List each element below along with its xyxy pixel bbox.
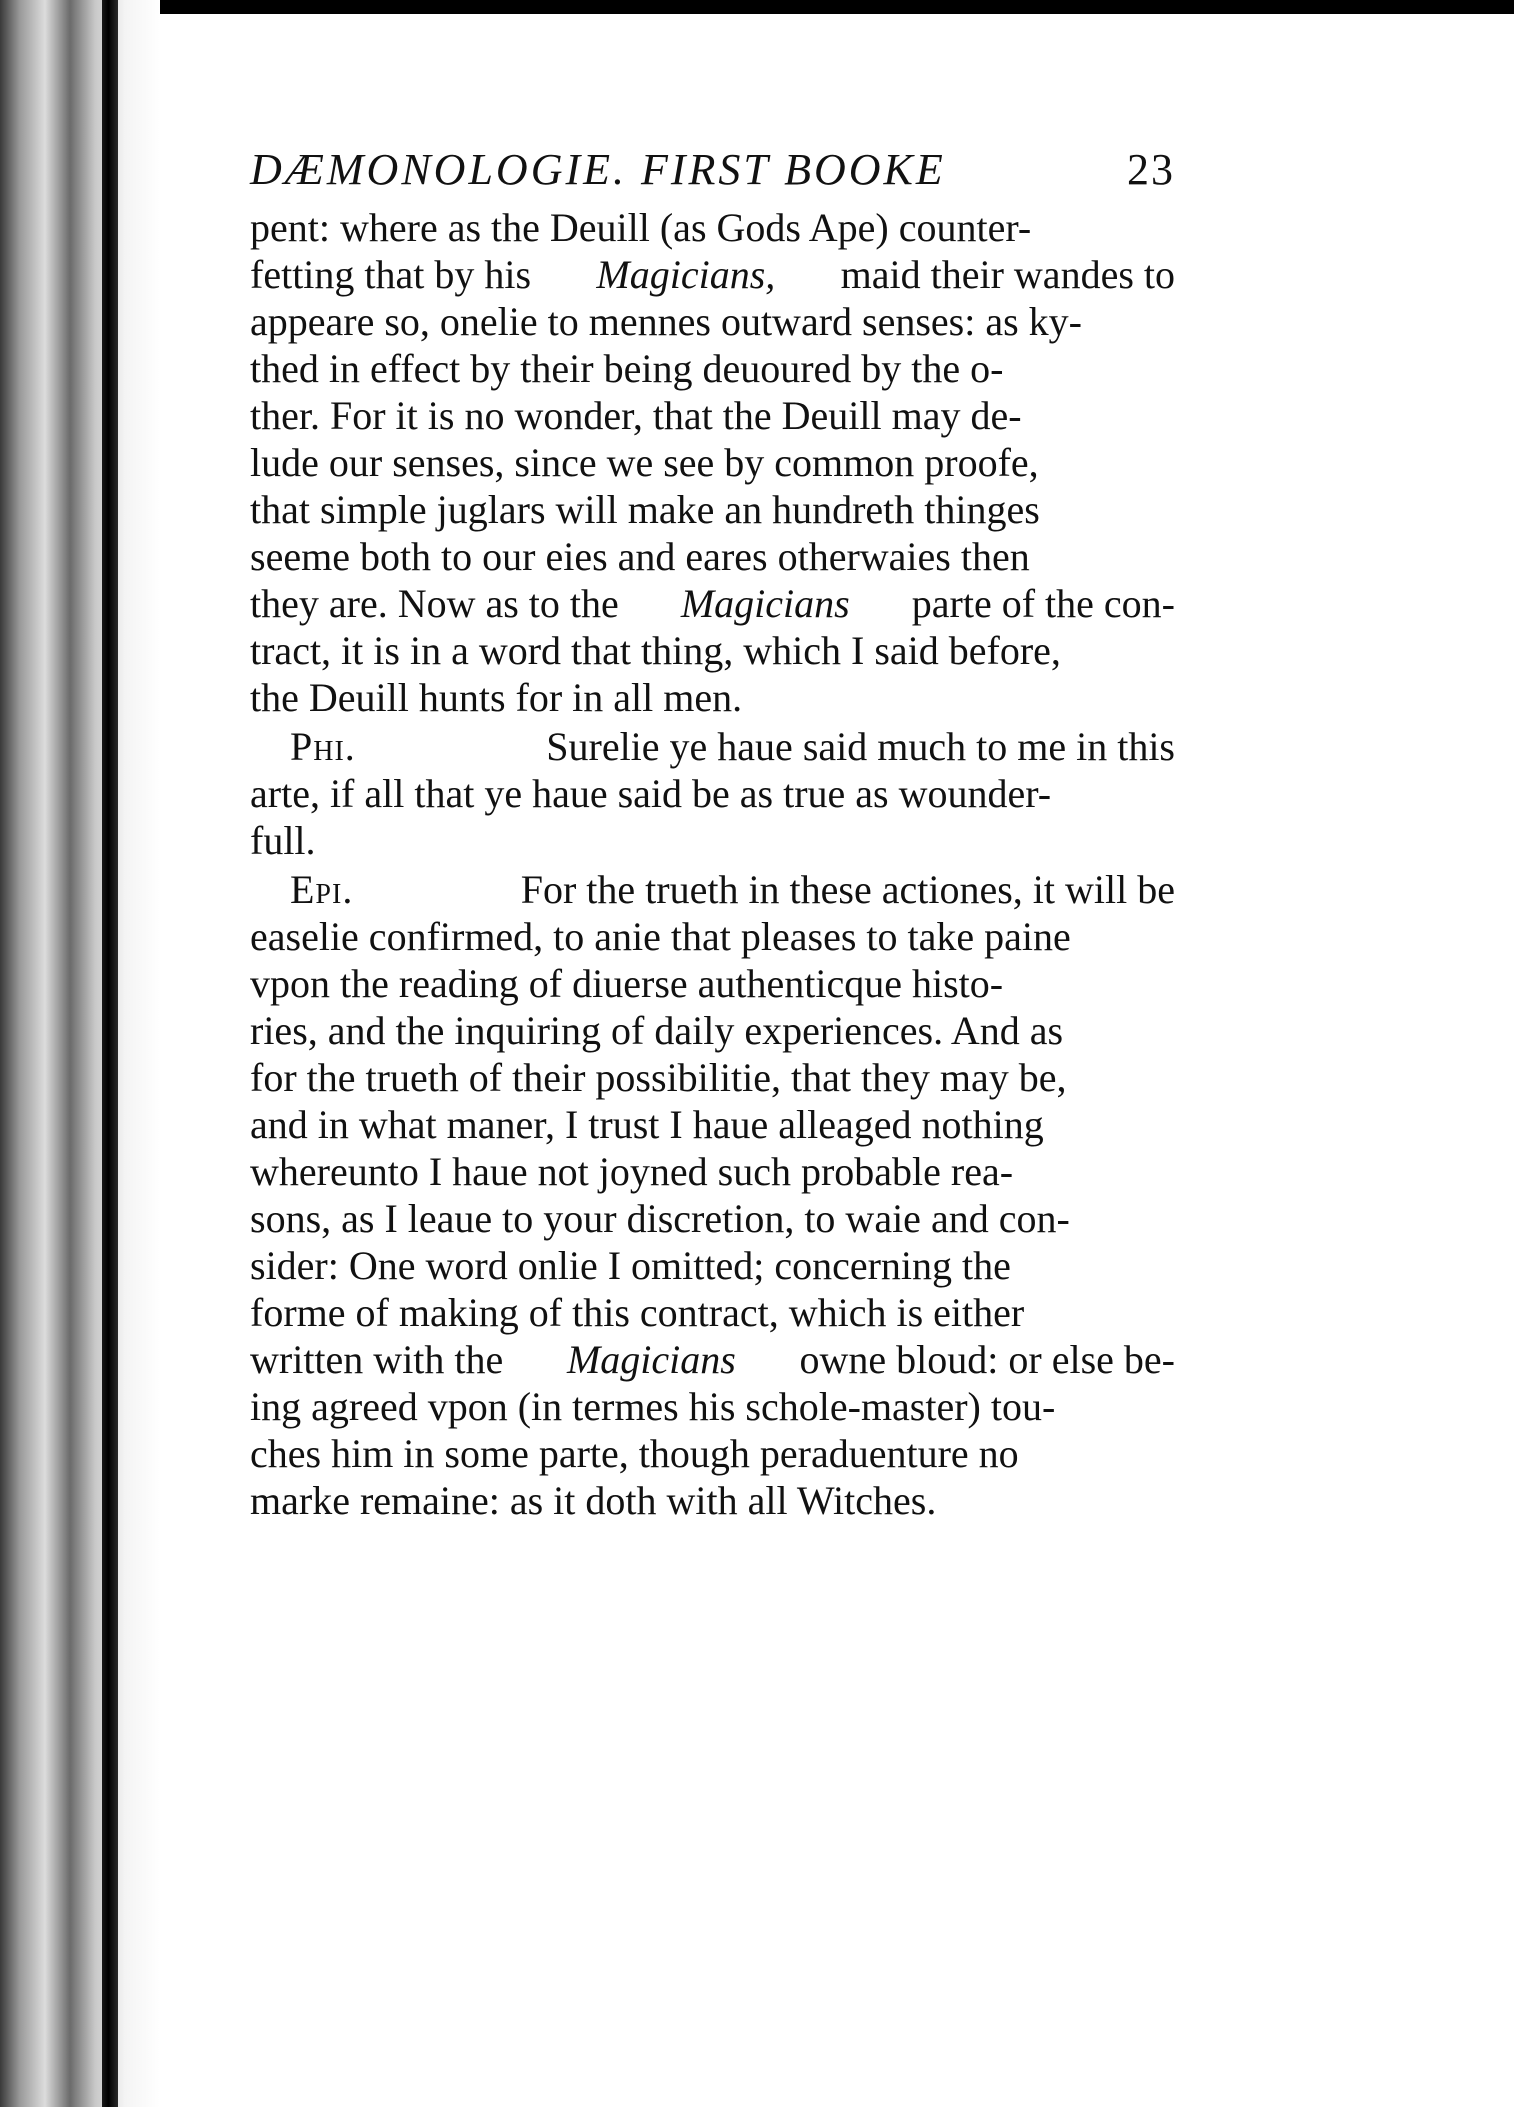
line-text: whereunto I haue not joyned such probable rea- [250,1149,1014,1194]
text-line [250,1148,1175,1195]
text-line [250,674,1175,721]
text-line [250,533,1175,580]
line-text: seeme both to our eies and eares otherwaies then [250,534,1030,579]
text-line [250,770,1175,817]
italic-term: Magicians [566,1337,736,1382]
page-body [250,140,1175,1524]
line-text: lude our senses, since we see by common proofe, [250,440,1039,485]
line-text: vpon the reading of diuerse authenticque histo- [250,961,1004,1006]
text-line [250,817,1175,864]
line-text: maid their wandes to [840,252,1175,297]
line-text: sider: One word onlie I omitted; concerning the [250,1243,1011,1288]
text-line [250,1242,1175,1289]
line-text: parte of the con- [911,581,1175,626]
text-line [250,1007,1175,1054]
speech-epi [250,866,1175,913]
line-text: appeare so, onelie to mennes outward senses: as ky- [250,299,1082,344]
line-text: and in what maner, I trust I haue alleaged nothing [250,1102,1044,1147]
line-text: marke remaine: as it doth with all Witches. [250,1478,937,1523]
text-line [250,627,1175,674]
text-line [250,392,1175,439]
text-line [250,298,1175,345]
line-text: Surelie ye haue said much to me in this [546,724,1175,769]
running-head-title: DÆMONOLOGIE. FIRST BOOKE [250,145,946,194]
text-line [250,1336,1175,1383]
line-text: thed in effect by their being deuoured by the o- [250,346,1004,391]
italic-term: Magicians, [596,252,776,297]
line-text: sons, as I leaue to your discretion, to waie and con- [250,1196,1070,1241]
text-line [250,439,1175,486]
text-line [250,960,1175,1007]
text-line [250,251,1175,298]
running-head [250,140,1175,200]
line-text: full. [250,818,316,863]
line-text: owne bloud: or else be- [799,1337,1175,1382]
text-line [250,1054,1175,1101]
text-line [250,1289,1175,1336]
text-line [250,580,1175,627]
line-text: pent: where as the Deuill (as Gods Ape) counter- [250,205,1032,250]
text-line [250,486,1175,533]
line-text: fetting that by his [250,252,532,297]
line-text: easelie confirmed, to anie that pleases to take paine [250,914,1071,959]
text-line [250,1430,1175,1477]
line-text: arte, if all that ye haue said be as true as wounder- [250,771,1052,816]
text-line [250,1101,1175,1148]
line-text: ing agreed vpon (in termes his schole-master) tou- [250,1384,1056,1429]
speaker-label: Epi. [290,867,354,912]
text-line [250,1383,1175,1430]
text-line [250,1477,1175,1524]
italic-term: Magicians [680,581,850,626]
line-text: written with the [250,1337,504,1382]
book-spine-line [102,0,118,2107]
line-text: ches him in some parte, though peraduenture no [250,1431,1019,1476]
line-text: the Deuill hunts for in all men. [250,675,743,720]
book-gutter-shadow [0,0,160,2107]
text-line [250,204,1175,251]
speaker-label: Phi. [290,724,356,769]
line-text: ther. For it is no wonder, that the Deuill may de- [250,393,1022,438]
page-number: 23 [1127,145,1175,194]
line-text: they are. Now as to the [250,581,619,626]
speech-phi [250,723,1175,770]
line-text: ries, and the inquiring of daily experiences. And as [250,1008,1064,1053]
line-text: For the trueth in these actiones, it will be [520,867,1175,912]
text-line [250,1195,1175,1242]
line-text: for the trueth of their possibilitie, that they may be, [250,1055,1067,1100]
line-text: tract, it is in a word that thing, which I said before, [250,628,1061,673]
text-line [250,913,1175,960]
line-text: that simple juglars will make an hundreth thinges [250,487,1040,532]
page-top-edge [0,0,1514,14]
text-line [250,345,1175,392]
line-text: forme of making of this contract, which is either [250,1290,1025,1335]
